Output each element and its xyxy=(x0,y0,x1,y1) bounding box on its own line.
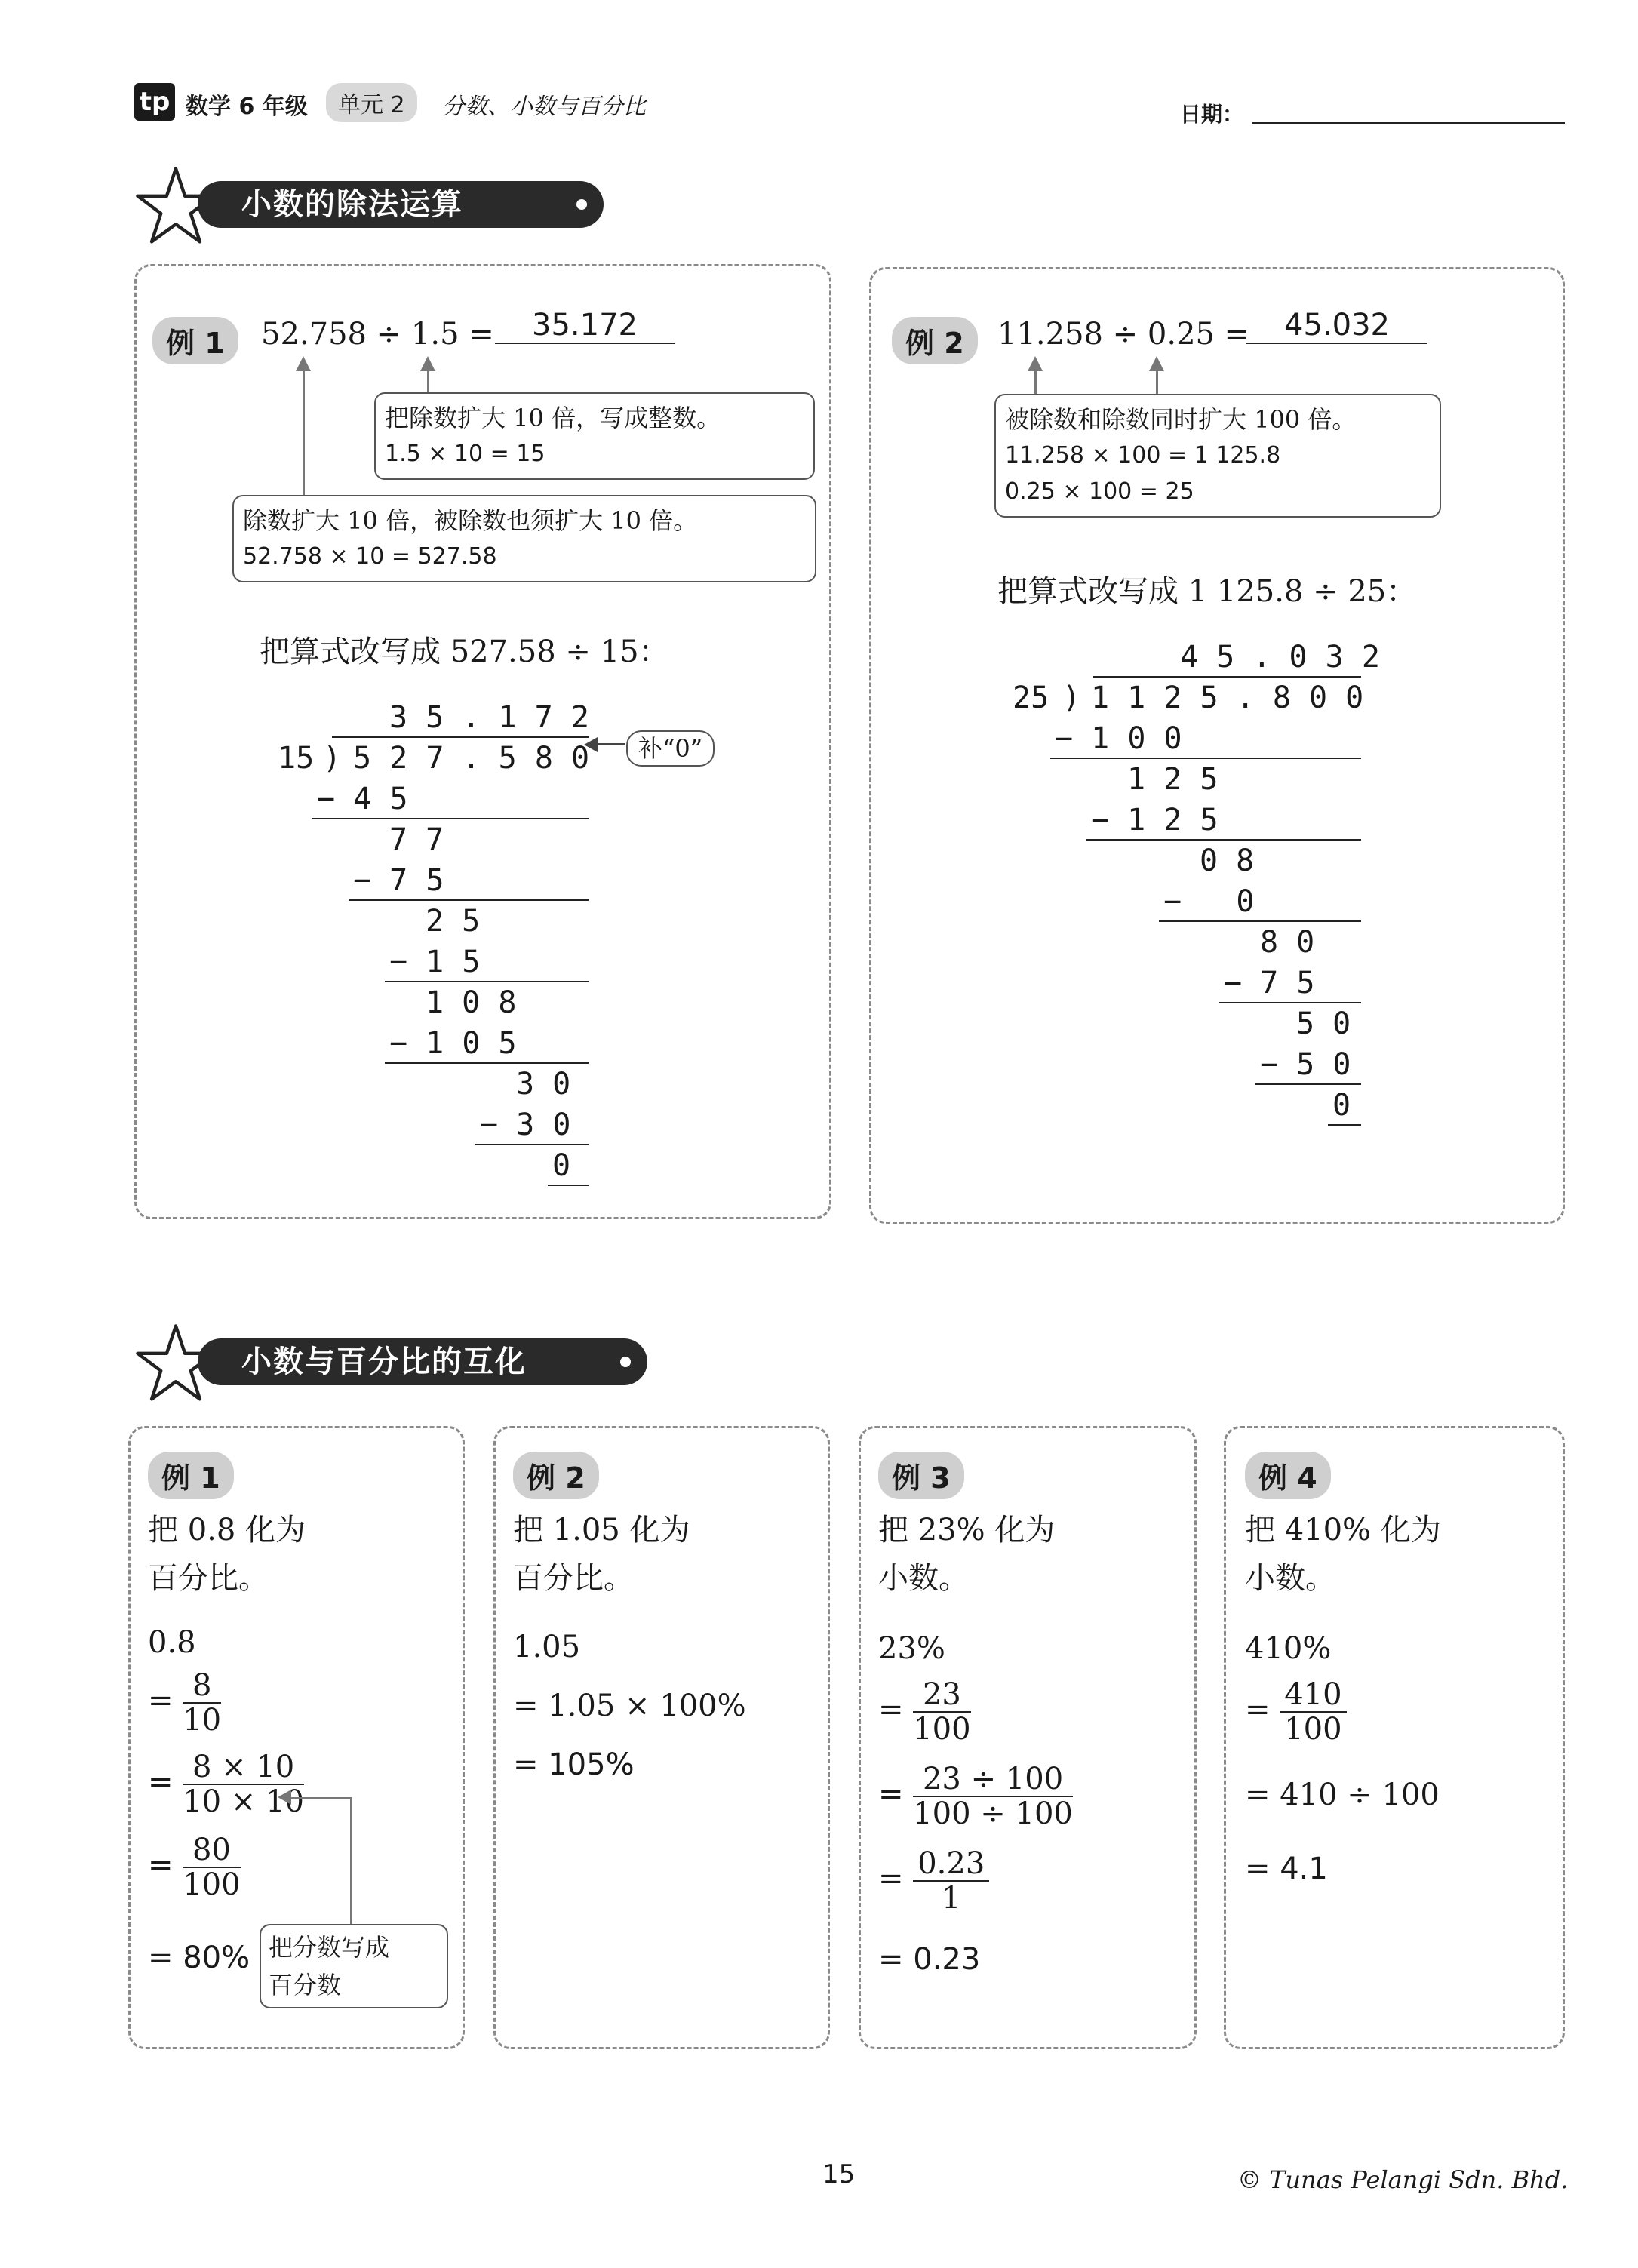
denominator: 10 xyxy=(183,1703,222,1738)
result: = 0.23 xyxy=(878,1942,981,1977)
step-rule xyxy=(548,1185,589,1186)
note-line: 被除数和除数同时扩大 100 倍。 xyxy=(1005,405,1357,434)
start-value: 0.8 xyxy=(148,1625,196,1660)
start-value: 1.05 xyxy=(513,1630,581,1664)
note-box xyxy=(374,392,815,480)
step-line: − 4 5 xyxy=(317,782,408,816)
note-line: 0.25 × 100 = 25 xyxy=(1005,478,1194,505)
answer-field[interactable]: 35.172 xyxy=(495,308,675,344)
question-line: 把 410% 化为 xyxy=(1245,1513,1441,1547)
question-line: 把 23% 化为 xyxy=(878,1513,1056,1547)
step-rule xyxy=(312,818,589,819)
example-badge: 例 1 xyxy=(148,1452,234,1499)
step-line: 1 2 5 xyxy=(1127,762,1219,797)
note-line: 把分数写成 xyxy=(269,1933,390,1962)
numerator: 23 ÷ 100 xyxy=(913,1762,1073,1797)
divisor: 25 xyxy=(1013,681,1049,715)
denominator: 100 ÷ 100 xyxy=(913,1796,1073,1831)
unit-badge: 单元 2 xyxy=(326,83,417,122)
question-text xyxy=(148,1506,306,1603)
arrow-line xyxy=(1034,370,1037,397)
fraction-step: = $\frac{80}{100}$ xyxy=(148,1833,241,1902)
arrow-left-icon xyxy=(278,1790,291,1805)
denominator: 100 xyxy=(913,1712,971,1747)
question-line: 把 1.05 化为 xyxy=(513,1513,690,1547)
step-rule xyxy=(1328,1124,1361,1126)
section-banner-decimal-division xyxy=(198,181,604,228)
arrow-up-icon xyxy=(1149,356,1164,371)
bullet-icon xyxy=(576,199,587,210)
example-badge: 例 2 xyxy=(892,317,978,364)
fraction xyxy=(183,1750,304,1818)
result: = 105% xyxy=(513,1747,635,1782)
arrow-up-icon xyxy=(420,356,435,371)
unit-title: 分数、小数与百分比 xyxy=(442,94,646,120)
numerator: 410 xyxy=(1280,1678,1346,1713)
question-text xyxy=(1245,1506,1441,1603)
step-line: 2 5 xyxy=(426,904,481,939)
numerator: 8 xyxy=(183,1669,221,1704)
note-box xyxy=(260,1924,448,2008)
denominator: 10 × 10 xyxy=(183,1784,304,1819)
fraction xyxy=(1280,1678,1346,1746)
numerator: 0.23 xyxy=(913,1847,989,1882)
fraction-step: = $\frac{8}{10}$ xyxy=(148,1668,222,1738)
arrow-left-icon xyxy=(584,737,598,752)
date-input-line[interactable] xyxy=(1252,122,1565,124)
arrow-up-icon xyxy=(296,356,311,371)
question-line: 小数。 xyxy=(878,1561,969,1596)
question-line: 把 0.8 化为 xyxy=(148,1513,306,1547)
denominator: 100 xyxy=(1284,1712,1342,1747)
denominator: 100 xyxy=(183,1867,241,1902)
publisher-logo: tp xyxy=(134,83,175,121)
step-line: − 7 5 xyxy=(353,863,444,898)
note-line: 11.258 × 100 = 1 125.8 xyxy=(1005,442,1281,469)
note-line: 把除数扩大 10 倍，写成整数。 xyxy=(385,404,721,432)
quotient: 4 5 . 0 3 2 xyxy=(1180,640,1380,675)
page-number: 15 xyxy=(822,2159,856,2190)
step-line: 1 0 8 xyxy=(426,985,517,1020)
fraction-step: = $\frac{410}{100}$ xyxy=(1245,1678,1347,1746)
note-line: 52.758 × 10 = 527.58 xyxy=(243,543,497,570)
example-badge: 例 2 xyxy=(513,1452,599,1499)
numerator: 8 × 10 xyxy=(183,1750,304,1785)
step-line: 7 7 xyxy=(389,822,444,857)
step-rule xyxy=(475,1144,589,1145)
fraction xyxy=(183,1833,240,1901)
step-line: − 1 5 xyxy=(389,945,481,979)
note-box xyxy=(994,394,1441,518)
step-line: − 3 0 xyxy=(480,1108,571,1142)
fraction-step: = $\frac{0.23}{1}$ xyxy=(878,1847,989,1915)
dividend: 5 2 7 . 5 8 0 xyxy=(353,741,590,776)
example-badge: 例 4 xyxy=(1245,1452,1331,1499)
example-badge: 例 1 xyxy=(152,317,238,364)
divisor: 15 xyxy=(278,741,315,776)
question-text xyxy=(513,1506,690,1603)
equation: 11.258 ÷ 0.25 = xyxy=(997,317,1250,352)
example-badge: 例 3 xyxy=(878,1452,964,1499)
bracket-symbol: ) xyxy=(1062,681,1081,715)
bracket-symbol: ) xyxy=(323,741,342,776)
step-line: 5 0 xyxy=(1296,1006,1351,1041)
section-title: 小数的除法运算 xyxy=(241,187,463,222)
quotient: 3 5 . 1 7 2 xyxy=(389,700,589,735)
step-line: 0 8 xyxy=(1200,844,1255,878)
note-line: 百分数 xyxy=(269,1971,342,1999)
note-line: 1.5 × 10 = 15 xyxy=(385,441,545,467)
fraction-step: = $\frac{23}{100}$ xyxy=(878,1677,971,1747)
dividend: 1 1 2 5 . 8 0 0 xyxy=(1091,681,1364,715)
arrow-up-icon xyxy=(1028,356,1043,371)
fraction xyxy=(913,1847,989,1915)
step-line: − 1 2 5 xyxy=(1091,803,1219,837)
arrow-line xyxy=(350,1797,352,1924)
fraction xyxy=(183,1669,221,1737)
fraction xyxy=(913,1762,1073,1830)
result: = 80% xyxy=(148,1941,250,1975)
step-line: − 5 0 xyxy=(1260,1047,1351,1082)
question-text xyxy=(878,1506,1055,1603)
arrow-line xyxy=(285,1797,352,1799)
section-title: 小数与百分比的互化 xyxy=(241,1345,527,1379)
step-line: − 7 5 xyxy=(1224,966,1315,1000)
step-line: 3 0 xyxy=(516,1067,571,1102)
question-line: 百分比。 xyxy=(148,1561,269,1596)
step-line: 8 0 xyxy=(1260,925,1315,960)
step-line: 0 xyxy=(552,1148,571,1183)
start-value: 23% xyxy=(878,1631,945,1666)
question-line: 小数。 xyxy=(1245,1561,1335,1596)
calc-step: = 410 ÷ 100 xyxy=(1245,1778,1440,1812)
fraction-step: = $\frac{8 \times 10}{10 \times 10}$ xyxy=(148,1750,304,1819)
step-line: − 0 xyxy=(1163,884,1255,919)
arrow-line xyxy=(303,370,305,498)
answer-field[interactable]: 45.032 xyxy=(1246,308,1427,344)
note-box xyxy=(232,495,816,582)
denominator: 1 xyxy=(942,1881,961,1916)
result: = 4.1 xyxy=(1245,1852,1328,1886)
calc-step: = 1.05 × 100% xyxy=(513,1689,746,1723)
numerator: 80 xyxy=(183,1833,240,1868)
note-line: 除数扩大 10 倍，被除数也须扩大 10 倍。 xyxy=(243,506,698,535)
arrow-line xyxy=(1156,370,1158,397)
fill-zero-note: 补“0” xyxy=(626,730,715,767)
section-banner-decimal-percentage xyxy=(198,1338,647,1385)
subject-label: 数学 6 年级 xyxy=(186,94,308,120)
rewrite-text: 把算式改写成 1 125.8 ÷ 25： xyxy=(997,574,1417,609)
question-line: 百分比。 xyxy=(513,1561,634,1596)
start-value: 410% xyxy=(1245,1631,1332,1666)
rewrite-text: 把算式改写成 527.58 ÷ 15： xyxy=(260,635,669,669)
bullet-icon xyxy=(620,1357,631,1367)
date-label: 日期： xyxy=(1180,102,1244,127)
step-line: − 1 0 0 xyxy=(1055,721,1182,756)
equation: 52.758 ÷ 1.5 = xyxy=(261,317,494,352)
step-line: 0 xyxy=(1332,1088,1351,1123)
copyright-text: © Tunas Pelangi Sdn. Bhd. xyxy=(1237,2165,1569,2194)
step-line: − 1 0 5 xyxy=(389,1026,517,1061)
fraction xyxy=(913,1678,970,1746)
fraction-step: = $\frac{23 \div 100}{100 \div 100}$ xyxy=(878,1762,1073,1831)
numerator: 23 xyxy=(913,1678,970,1713)
